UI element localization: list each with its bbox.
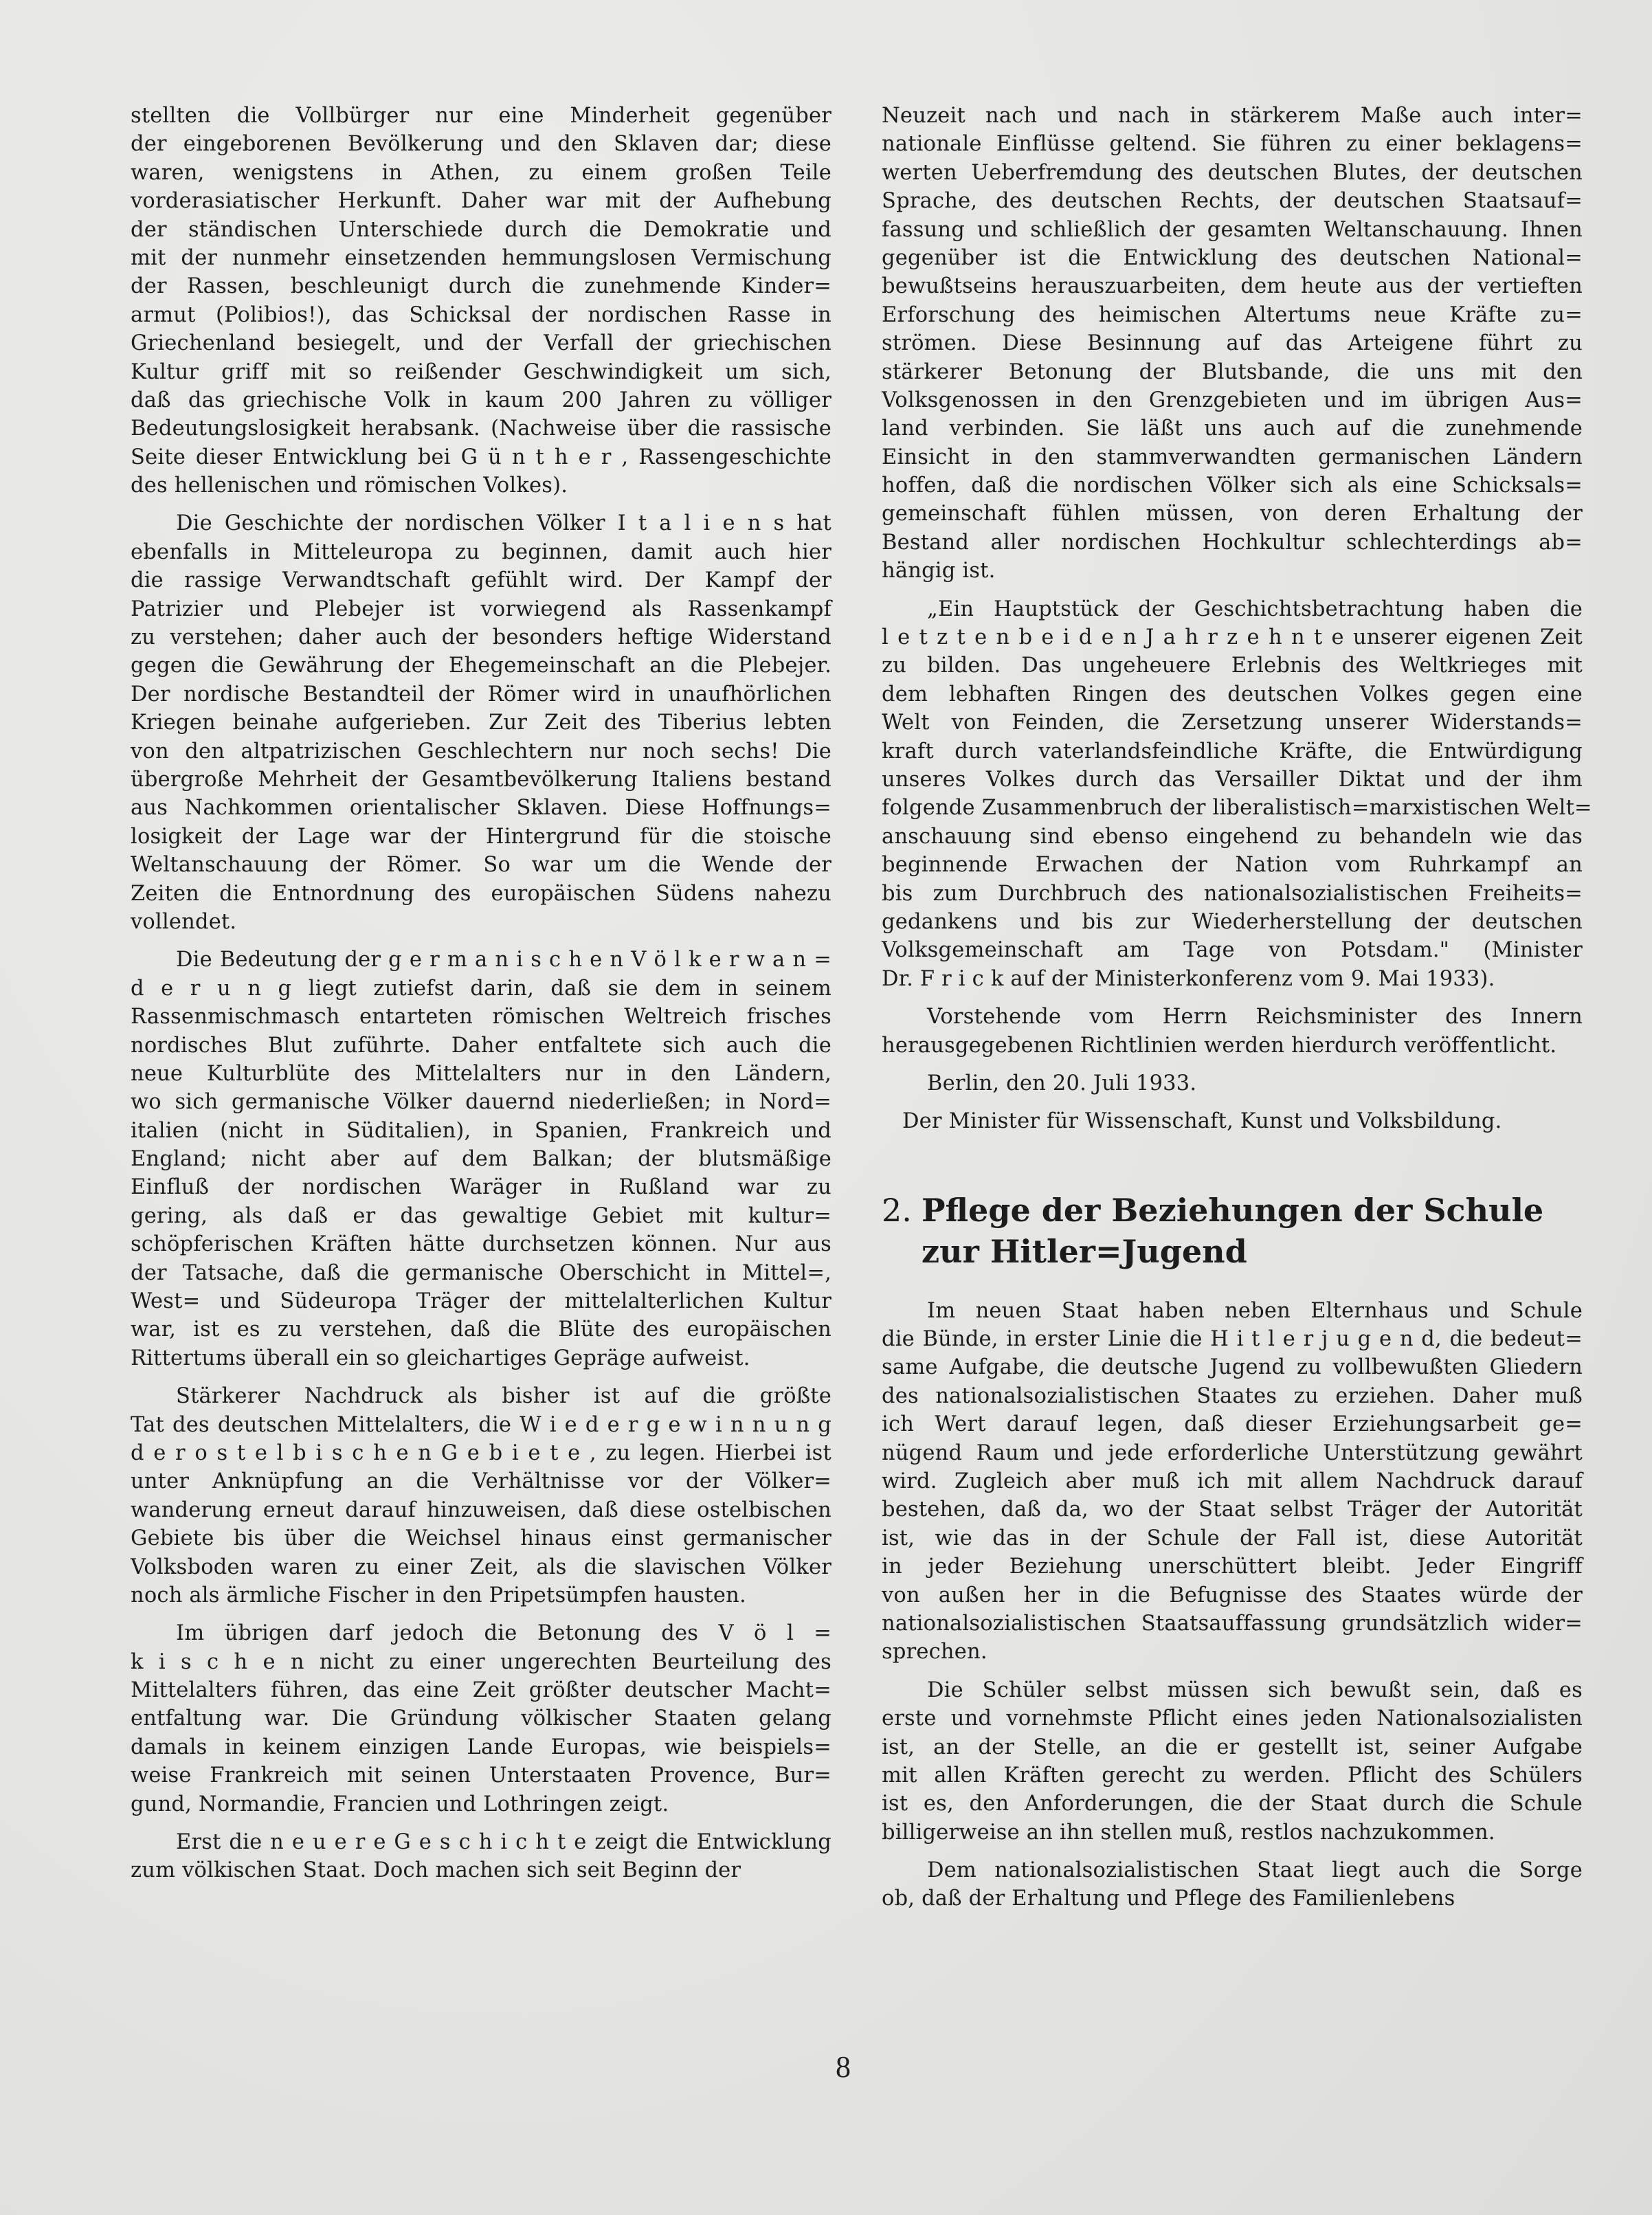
text-line: bis zum Durchbruch des nationalsozialistischen Freiheits= — [882, 881, 1583, 906]
text-line: England; nicht aber auf dem Balkan; der blutsmäßige — [131, 1147, 831, 1172]
section-number: 2. — [882, 1191, 912, 1229]
text-line: von außen her in die Befugnisse des Staates würde der — [882, 1583, 1583, 1607]
text-line: schöpferischen Kräften hätte durchsetzen können. Nur aus — [131, 1232, 831, 1257]
text-line: mit allen Kräften gerecht zu werden. Pflicht des Schülers — [882, 1763, 1583, 1788]
text-line: zum völkischen Staat. Doch machen sich seit Beginn der — [131, 1858, 741, 1883]
text-line: unseres Volkes durch das Versailler Diktat und der ihm — [882, 767, 1583, 792]
text-line: gegen die Gewährung der Ehegemeinschaft an die Plebejer. — [131, 654, 831, 678]
text-line: Dr. F r i c k auf der Ministerkonferenz vom 9. Mai 1933). — [882, 966, 1495, 991]
text-line: Erst die n e u e r e G e s c h i c h t e zeigt die Entwicklung — [176, 1830, 831, 1855]
right-column-bottom-text — [882, 1297, 1583, 1913]
text-line: kraft durch vaterlandsfeindliche Kräfte, die Entwürdigung — [882, 739, 1583, 764]
text-line: land verbinden. Sie läßt uns auch auf die zunehmende — [882, 416, 1583, 441]
text-line: neue Kulturblüte des Mittelalters nur in den Ländern, — [131, 1061, 831, 1086]
text-line: Stärkerer Nachdruck als bisher ist auf die größte — [176, 1384, 831, 1409]
text-line: von den altpatrizischen Geschlechtern nur noch sechs! Die — [131, 739, 831, 764]
text-line: gegenüber ist die Entwicklung des deutschen National= — [882, 245, 1583, 270]
text-line: Kriegen beinahe aufgerieben. Zur Zeit des Tiberius lebten — [131, 711, 831, 735]
text-line: nordisches Blut zuführte. Daher entfaltete sich auch die — [131, 1033, 831, 1058]
text-line: Bedeutungslosigkeit herabsank. (Nachweise über die rassische — [131, 416, 831, 441]
section-title-part-2: zur Hitler=Jugend — [922, 1232, 1247, 1270]
text-line: „Ein Hauptstück der Geschichtsbetrachtung haben die — [927, 597, 1583, 621]
text-line: d e r u n g liegt zutiefst darin, daß sie dem in seinem — [131, 976, 831, 1001]
text-line: Die Geschichte der nordischen Völker I t a l i e n s hat — [176, 511, 831, 536]
text-line: ich Wert darauf legen, daß dieser Erziehungsarbeit ge= — [882, 1412, 1583, 1437]
text-line: Mittelalters führen, das eine Zeit größter deutscher Macht= — [131, 1678, 831, 1703]
text-line: vollendet. — [131, 909, 237, 934]
text-line: Weltanschauung der Römer. So war um die Wende der — [131, 853, 831, 878]
text-line: erste und vornehmste Pflicht eines jeden Nationalsozialisten — [882, 1706, 1583, 1731]
text-line: folgende Zusammenbruch der liberalistisch=marxistischen Welt= — [882, 796, 1592, 821]
text-line: Im übrigen darf jedoch die Betonung des V ö l = — [176, 1621, 831, 1646]
paragraph — [882, 1297, 1583, 1667]
text-line: nationalsozialistischen Staatsauffassung grundsätzlich wider= — [882, 1611, 1583, 1636]
text-line: Die Schüler selbst müssen sich bewußt sein, daß es — [927, 1678, 1583, 1702]
dateline-paragraph — [882, 1069, 1583, 1098]
text-line: Bestand aller nordischen Hochkultur schlechterdings ab= — [882, 530, 1583, 555]
text-line: Griechenland besiegelt, und der Verfall der griechischen — [131, 331, 831, 356]
dateline: Berlin, den 20. Juli 1933. — [927, 1071, 1197, 1095]
text-line: noch als ärmliche Fischer in den Pripetsümpfen hausten. — [131, 1583, 746, 1607]
text-line: Erforschung des heimischen Altertums neue Kräfte zu= — [882, 302, 1583, 327]
text-line: entfaltung war. Die Gründung völkischer Staaten gelang — [131, 1706, 831, 1731]
text-line: ist, an der Stelle, an die er gestellt ist, seiner Aufgabe — [882, 1735, 1583, 1759]
text-line: unter Anknüpfung an die Verhältnisse vor der Völker= — [131, 1469, 831, 1494]
text-line: Einfluß der nordischen Waräger in Rußland war zu — [131, 1175, 831, 1200]
text-line: stärkerer Betonung der Blutsbande, die uns mit den — [882, 359, 1583, 384]
text-line: nügend Raum und jede erforderliche Unterstützung gewährt — [882, 1440, 1583, 1465]
text-line: war, ist es zu verstehen, daß die Blüte des europäischen — [131, 1317, 831, 1342]
text-line: Vorstehende vom Herrn Reichsminister des Innern — [927, 1005, 1583, 1029]
paragraph — [882, 1856, 1583, 1913]
text-line: Rassenmischmasch entarteten römischen Weltreich frisches — [131, 1005, 831, 1029]
text-line: daß das griechische Volk in kaum 200 Jahren zu völliger — [131, 388, 831, 412]
text-line: Volksgenossen in den Grenzgebieten und im übrigen Aus= — [882, 388, 1583, 412]
text-line: Patrizier und Plebejer ist vorwiegend als Rassenkampf — [131, 597, 831, 621]
right-column — [882, 102, 1592, 1923]
text-line: Volksboden waren zu einer Zeit, als die slavischen Völker — [131, 1555, 831, 1579]
text-line: Die Bedeutung der g e r m a n i s c h e n V ö l k e r w a n = — [176, 948, 831, 972]
text-line: Kultur griff mit so reißender Geschwindigkeit um sich, — [131, 359, 831, 384]
text-line: zu bilden. Das ungeheuere Erlebnis des Weltkrieges mit — [882, 654, 1583, 678]
text-line: wird. Zugleich aber muß ich mit allem Nachdruck darauf — [882, 1469, 1583, 1494]
paragraph — [131, 1828, 831, 1885]
text-line: beginnende Erwachen der Nation vom Ruhrkampf an — [882, 853, 1583, 878]
text-line: k i s c h e n nicht zu einer ungerechten Beurteilung des — [131, 1649, 831, 1674]
text-line: gemeinschaft fühlen müssen, von deren Erhaltung der — [882, 502, 1583, 526]
text-line: l e t z t e n b e i d e n J a h r z e h n t e unserer eigenen Zeit — [882, 625, 1583, 650]
paragraph — [131, 1619, 831, 1818]
paragraph — [882, 102, 1583, 586]
text-line: billigerweise an ihn stellen muß, restlos nachzukommen. — [882, 1820, 1495, 1845]
text-line: Volksgemeinschaft am Tage von Potsdam." (Minister — [882, 938, 1583, 963]
text-line: Seite dieser Entwicklung bei G ü n t h e r , Rassengeschichte — [131, 445, 831, 469]
text-line: Tat des deutschen Mittelalters, die W i e d e r g e w i n n u n g — [131, 1412, 831, 1437]
text-line: strömen. Diese Besinnung auf das Arteigene führt zu — [882, 331, 1583, 356]
text-line: hängig ist. — [882, 559, 996, 583]
text-line: zu verstehen; daher auch der besonders heftige Widerstand — [131, 625, 831, 650]
text-line: Der nordische Bestandteil der Römer wird in unaufhörlichen — [131, 682, 831, 706]
left-column — [131, 102, 831, 1895]
text-line: fassung und schließlich der gesamten Weltanschauung. Ihnen — [882, 217, 1583, 242]
text-line: gedankens und bis zur Wiederherstellung der deutschen — [882, 909, 1583, 934]
text-line: Gebiete bis über die Weichsel hinaus einst germanischer — [131, 1526, 831, 1551]
section-heading — [882, 1190, 1583, 1272]
text-line: weise Frankreich mit seinen Unterstaaten Provence, Bur= — [131, 1763, 831, 1788]
text-line: Im neuen Staat haben neben Elternhaus und Schule — [927, 1298, 1583, 1323]
text-line: werten Ueberfremdung des deutschen Blutes, der deutschen — [882, 160, 1583, 185]
text-line: stellten die Vollbürger nur eine Minderheit gegenüber — [131, 104, 831, 128]
text-line: dem lebhaften Ringen des deutschen Volkes gegen eine — [882, 682, 1583, 706]
text-line: hoffen, daß die nordischen Völker sich als eine Schicksals= — [882, 474, 1583, 498]
text-line: damals in keinem einzigen Lande Europas, wie beispiels= — [131, 1735, 831, 1759]
text-line: Sprache, des deutschen Rechts, der deutschen Staatsauf= — [882, 189, 1583, 214]
text-line: same Aufgabe, die deutsche Jugend zu vollbewußten Gliedern — [882, 1355, 1583, 1380]
paragraph — [882, 595, 1592, 993]
text-line: Dem nationalsozialistischen Staat liegt auch die Sorge — [927, 1858, 1583, 1883]
text-line: waren, wenigstens in Athen, zu einem großen Teile — [131, 160, 831, 185]
paragraph — [131, 1382, 831, 1610]
text-line: die rassige Verwandtschaft gefühlt wird. Der Kampf der — [131, 568, 831, 593]
text-line: nationale Einflüsse geltend. Sie führen zu einer beklagens= — [882, 132, 1583, 157]
text-line: wanderung erneut darauf hinzuweisen, daß diese ostelbischen — [131, 1498, 831, 1522]
page-number: 8 — [836, 2050, 851, 2084]
text-line: Neuzeit nach und nach in stärkerem Maße auch inter= — [882, 104, 1583, 128]
paragraph — [131, 509, 831, 936]
text-line: übergroße Mehrheit der Gesamtbevölkerung Italiens bestand — [131, 767, 831, 792]
section-heading-line-1 — [882, 1190, 1583, 1231]
text-line: sprechen. — [882, 1640, 987, 1665]
text-line: wo sich germanische Völker dauernd niederließen; in Nord= — [131, 1090, 831, 1115]
text-line: in jeder Beziehung unerschüttert bleibt. Jeder Eingriff — [882, 1555, 1583, 1579]
text-line: armut (Polibios!), das Schicksal der nordischen Rasse in — [131, 302, 831, 327]
text-line: bewußtseins herauszuarbeiten, dem heute aus der vertieften — [882, 274, 1583, 299]
text-line: der Rassen, beschleunigt durch die zunehmende Kinder= — [131, 274, 831, 299]
text-line: der Tatsache, daß die germanische Oberschicht in Mittel=, — [131, 1260, 831, 1285]
text-line: ist es, den Anforderungen, die der Staat durch die Schule — [882, 1792, 1583, 1816]
text-line: ebenfalls in Mitteleuropa zu beginnen, damit auch hier — [131, 539, 831, 564]
text-line: Einsicht in den stammverwandten germanischen Ländern — [882, 445, 1583, 469]
text-line: der ständischen Unterschiede durch die Demokratie und — [131, 217, 831, 242]
text-line: Welt von Feinden, die Zersetzung unserer Widerstands= — [882, 711, 1583, 735]
text-line: Rittertums überall ein so gleichartiges Gepräge aufweist. — [131, 1346, 750, 1370]
text-line: bestehen, daß da, wo der Staat selbst Träger der Autorität — [882, 1498, 1583, 1522]
text-line: gering, als daß er das gewaltige Gebiet mit kultur= — [131, 1203, 831, 1228]
paragraph — [131, 946, 831, 1372]
text-line: anschauung sind ebenso eingehend zu behandeln wie das — [882, 824, 1583, 849]
text-line: des hellenischen und römischen Volkes). — [131, 474, 568, 498]
right-column-top-text — [882, 102, 1592, 1060]
text-line: ist, wie das in der Schule der Fall ist, diese Autorität — [882, 1526, 1583, 1550]
text-line: losigkeit der Lage war der Hintergrund für die stoische — [131, 824, 831, 849]
text-line: der eingeborenen Bevölkerung und den Sklaven dar; diese — [131, 132, 831, 157]
text-line: d e r o s t e l b i s c h e n G e b i e t e , zu legen. Hierbei ist — [131, 1440, 831, 1465]
minister-signature: Der Minister für Wissenschaft, Kunst und Volksbildung. — [902, 1109, 1502, 1134]
text-line: mit der nunmehr einsetzenden hemmungslosen Vermischung — [131, 245, 831, 270]
text-line: gund, Normandie, Francien und Lothringen zeigt. — [131, 1792, 669, 1816]
text-line: vorderasiatischer Herkunft. Daher war mit der Aufhebung — [131, 189, 831, 214]
text-line: Zeiten die Entnordnung des europäischen Südens nahezu — [131, 881, 831, 906]
text-line: ob, daß der Erhaltung und Pflege des Familienlebens — [882, 1886, 1455, 1911]
text-line: italien (nicht in Süditalien), in Spanien, Frankreich und — [131, 1118, 831, 1143]
paragraph — [882, 1676, 1583, 1847]
text-line: aus Nachkommen orientalischer Sklaven. Diese Hoffnungs= — [131, 796, 831, 821]
text-line: West= und Südeuropa Träger der mittelalterlichen Kultur — [131, 1289, 831, 1314]
signature-paragraph — [882, 1107, 1583, 1135]
paragraph — [882, 1003, 1583, 1060]
section-title-part-1: Pflege der Beziehungen der Schule — [922, 1191, 1544, 1229]
paragraph — [131, 102, 831, 500]
text-line: herausgegebenen Richtlinien werden hierdurch veröffentlicht. — [882, 1033, 1557, 1058]
text-line: die Bünde, in erster Linie die H i t l e r j u g e n d, die bedeut= — [882, 1327, 1583, 1352]
text-line: des nationalsozialistischen Staates zu erziehen. Daher muß — [882, 1383, 1583, 1408]
